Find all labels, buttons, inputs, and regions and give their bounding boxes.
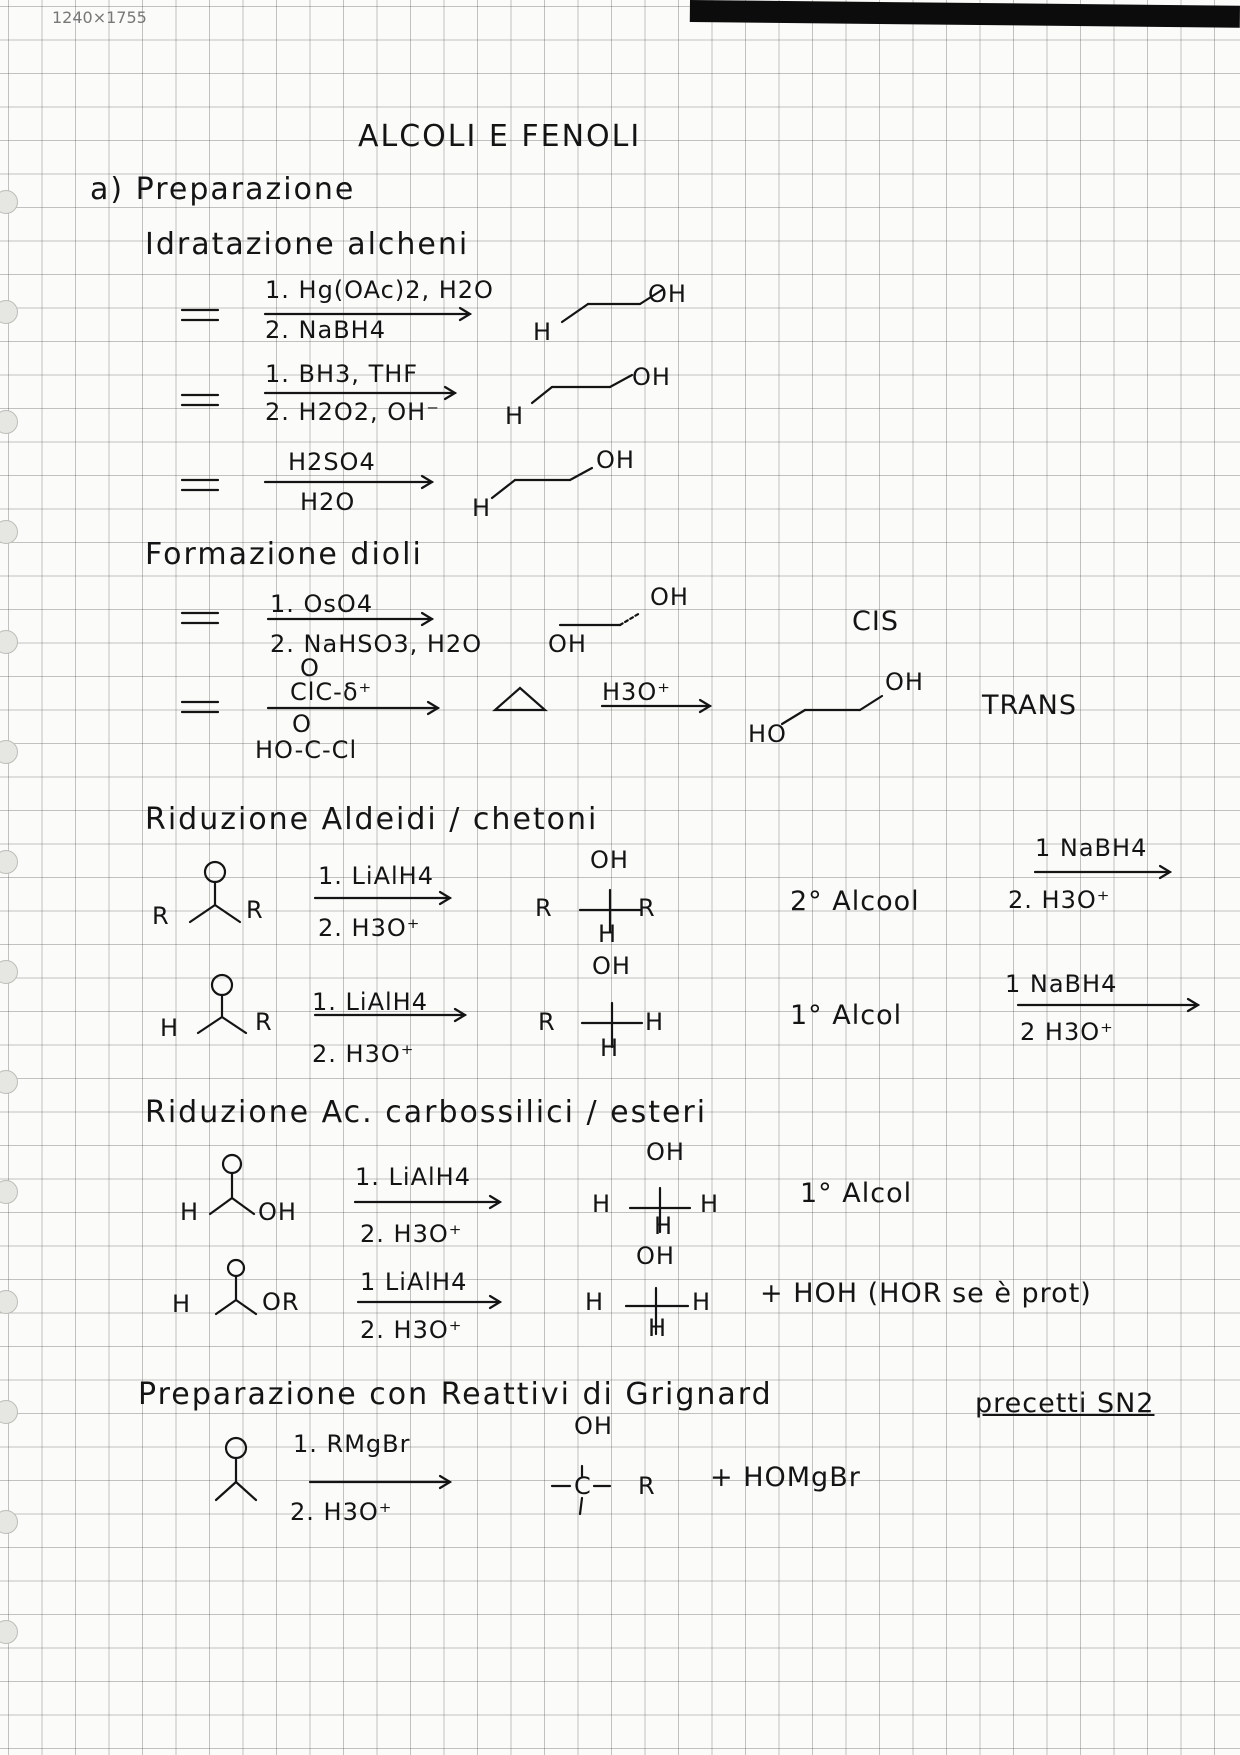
aldehydes-r2-alt-bottom: 2 H3O⁺: [1020, 1018, 1114, 1046]
aldehydes-r1-product-h: H: [598, 920, 618, 948]
aldehydes-r2-alcohol-label: 1° Alcol: [790, 1000, 903, 1031]
aldehydes-r1-alcohol-label: 2° Alcool: [790, 886, 920, 917]
aldehydes-r1-left: R: [152, 902, 170, 930]
aldehydes-r2-reagent-bottom: 2. H3O⁺: [312, 1040, 415, 1068]
aldehydes-r1-right: R: [246, 896, 264, 924]
acids-r2-side-products: + HOH (HOR se è prot): [760, 1278, 1092, 1309]
grignard-reagent-top: 1. RMgBr: [293, 1430, 411, 1458]
grignard-note: precetti SN2: [975, 1388, 1155, 1419]
diols-r1-bottom-oh: OH: [548, 630, 587, 658]
aldehydes-r2-product-h-bottom: H: [600, 1034, 620, 1062]
acids-r1-product-h-bottom: H: [654, 1212, 674, 1240]
acids-r1-left: H: [180, 1198, 200, 1226]
hydration-r1-product-h: H: [533, 318, 553, 346]
diols-r1-cis-label: CIS: [852, 606, 899, 637]
hydration-r3-product-h: H: [472, 494, 492, 522]
hydration-r1-product-oh: OH: [648, 280, 687, 308]
acids-r2-product-oh: OH: [636, 1242, 675, 1270]
acids-r1-right: OH: [258, 1198, 297, 1226]
aldehydes-r2-left: H: [160, 1014, 180, 1042]
grignard-product-oh: OH: [574, 1412, 613, 1440]
grignard-reagent-bottom: 2. H3O⁺: [290, 1498, 393, 1526]
hydration-r2-reagent-bottom: 2. H2O2, OH⁻: [265, 398, 440, 426]
grignard-product-c: C: [574, 1472, 592, 1500]
hydration-r1-reagent-bottom: 2. NaBH4: [265, 316, 386, 344]
diols-r2-o-bottom: O: [292, 710, 312, 738]
diols-r2-product-ho: HO: [748, 720, 787, 748]
hydration-r2-reagent-top: 1. BH3, THF: [265, 360, 419, 388]
aldehydes-r1-product-r-right: R: [638, 894, 656, 922]
acids-r1-reagent-bottom: 2. H3O⁺: [360, 1220, 463, 1248]
diols-r1-reagent-top: 1. OsO4: [270, 590, 374, 618]
page-edge-shadow: [690, 0, 1240, 28]
aldehydes-r1-reagent-top: 1. LiAlH4: [318, 862, 434, 890]
acids-r2-left: H: [172, 1290, 192, 1318]
aldehydes-r2-reagent-top: 1. LiAlH4: [312, 988, 428, 1016]
diols-r2-trans-label: TRANS: [982, 690, 1077, 721]
acids-r2-reagent-top: 1 LiAlH4: [360, 1268, 468, 1296]
page-size-note: 1240×1755: [52, 8, 147, 27]
aldehydes-r1-reagent-bottom: 2. H3O⁺: [318, 914, 421, 942]
acids-r2-reagent-bottom: 2. H3O⁺: [360, 1316, 463, 1344]
diols-r2-o-top: O: [300, 654, 320, 682]
grignard-product-r: R: [638, 1472, 656, 1500]
hydration-reaction-3: [170, 440, 730, 520]
diols-r2-reagent-top: ClC-δ⁺: [290, 678, 373, 706]
aldehydes-r1-product-oh: OH: [590, 846, 629, 874]
hydration-heading: Idratazione alcheni: [145, 227, 470, 262]
aldehydes-r2-alt-top: 1 NaBH4: [1005, 970, 1118, 998]
spiral-holes: [0, 0, 40, 1755]
diols-r2-product-oh: OH: [885, 668, 924, 696]
acids-r1-product-oh: OH: [646, 1138, 685, 1166]
grignard-reaction: [210, 1430, 710, 1540]
section-heading: a) Preparazione: [90, 172, 356, 207]
aldehydes-r1-alt-bottom: 2. H3O⁺: [1008, 886, 1111, 914]
aldehydes-r2-product-h-right: H: [645, 1008, 665, 1036]
hydration-r1-reagent-top: 1. Hg(OAc)2, H2O: [265, 276, 494, 304]
acids-r1-product-h-left: H: [592, 1190, 612, 1218]
aldehydes-r2-right: R: [255, 1008, 273, 1036]
aldehydes-r1-alt-top: 1 NaBH4: [1035, 834, 1148, 862]
acids-heading: Riduzione Ac. carbossilici / esteri: [145, 1095, 708, 1130]
acids-r2-product-h-left: H: [585, 1288, 605, 1316]
hydration-r3-product-oh: OH: [596, 446, 635, 474]
grignard-heading: Preparazione con Reattivi di Grignard: [138, 1377, 773, 1412]
diols-heading: Formazione dioli: [145, 537, 423, 572]
aldehydes-r2-product-r: R: [538, 1008, 556, 1036]
diols-r2-second-reagent: H3O⁺: [602, 678, 671, 706]
acids-r2-right: OR: [262, 1288, 300, 1316]
acids-r2-product-h-right: H: [692, 1288, 712, 1316]
hydration-r3-reagent-top: H2SO4: [288, 448, 376, 476]
diols-r2-reagent-bottom: HO-C-Cl: [255, 736, 358, 764]
page-title: ALCOLI E FENOLI: [358, 119, 642, 154]
acids-r1-alcohol-label: 1° Alcol: [800, 1178, 913, 1209]
diols-r1-product-oh: OH: [650, 583, 689, 611]
acids-r1-reagent-top: 1. LiAlH4: [355, 1163, 471, 1191]
aldehydes-r1-product-r-left: R: [535, 894, 553, 922]
acids-r2-product-h-bottom: H: [648, 1314, 668, 1342]
diols-r1-reagent-bottom: 2. NaHSO3, H2O: [270, 630, 483, 658]
hydration-r3-reagent-bottom: H2O: [300, 488, 356, 516]
aldehydes-r2-product-oh: OH: [592, 952, 631, 980]
hydration-r2-product-h: H: [505, 402, 525, 430]
grignard-side-product: + HOMgBr: [710, 1462, 861, 1493]
acids-r1-product-h-right: H: [700, 1190, 720, 1218]
aldehydes-heading: Riduzione Aldeidi / chetoni: [145, 802, 599, 837]
hydration-r2-product-oh: OH: [632, 363, 671, 391]
